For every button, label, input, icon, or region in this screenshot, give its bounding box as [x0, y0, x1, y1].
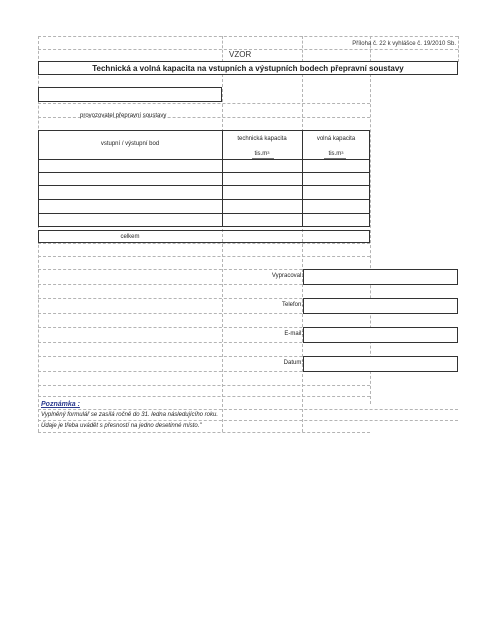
date-label: Datum:	[283, 360, 303, 366]
total-free-cell[interactable]	[302, 231, 369, 242]
note-line-1: Vyplněný formulář se zasílá ročně do 31. ledna následujícího roku.	[41, 412, 218, 418]
note-heading: Poznámka :	[41, 401, 80, 408]
note-line-2: Údaje je třeba uvádět s přesností na jedno desetinné místo."	[41, 423, 202, 429]
prepared-by-input[interactable]	[303, 269, 458, 285]
table-row[interactable]	[39, 173, 369, 185]
unit-technical-base: tis.m	[254, 151, 268, 157]
operator-label: provozovatel přepravní soustavy	[80, 113, 167, 119]
table-row[interactable]	[39, 160, 369, 172]
phone-input[interactable]	[303, 298, 458, 314]
sample-label: VZOR	[229, 50, 252, 59]
column-header-free: volná kapacita	[316, 136, 356, 142]
prepared-by-label: Vypracoval:	[271, 273, 303, 279]
column-header-point: vstupní / výstupní bod	[100, 141, 160, 147]
form-title: Technická a volná kapacita na vstupních a výstupních bodech přepravní soustavy	[92, 64, 404, 73]
operator-input[interactable]	[38, 87, 222, 102]
title-box	[38, 61, 458, 75]
unit-free-exp: 3	[341, 150, 344, 155]
date-input[interactable]	[303, 356, 458, 372]
phone-label: Telefon:	[281, 302, 303, 308]
unit-free	[302, 151, 370, 157]
annex-reference: Příloha č. 22 k vyhlášce č. 19/2010 Sb.	[352, 41, 456, 47]
total-label: celkem	[120, 234, 140, 240]
table-row[interactable]	[39, 200, 369, 213]
unit-technical	[222, 151, 302, 157]
unit-free-base: tis.m	[328, 151, 342, 157]
table-row[interactable]	[39, 186, 369, 199]
unit-technical-exp: 3	[267, 150, 270, 155]
email-input[interactable]	[303, 327, 458, 343]
email-label: E-mail:	[284, 331, 303, 337]
total-technical-cell[interactable]	[222, 231, 302, 242]
table-row[interactable]	[39, 214, 369, 226]
column-header-technical: technická kapacita	[237, 136, 287, 142]
